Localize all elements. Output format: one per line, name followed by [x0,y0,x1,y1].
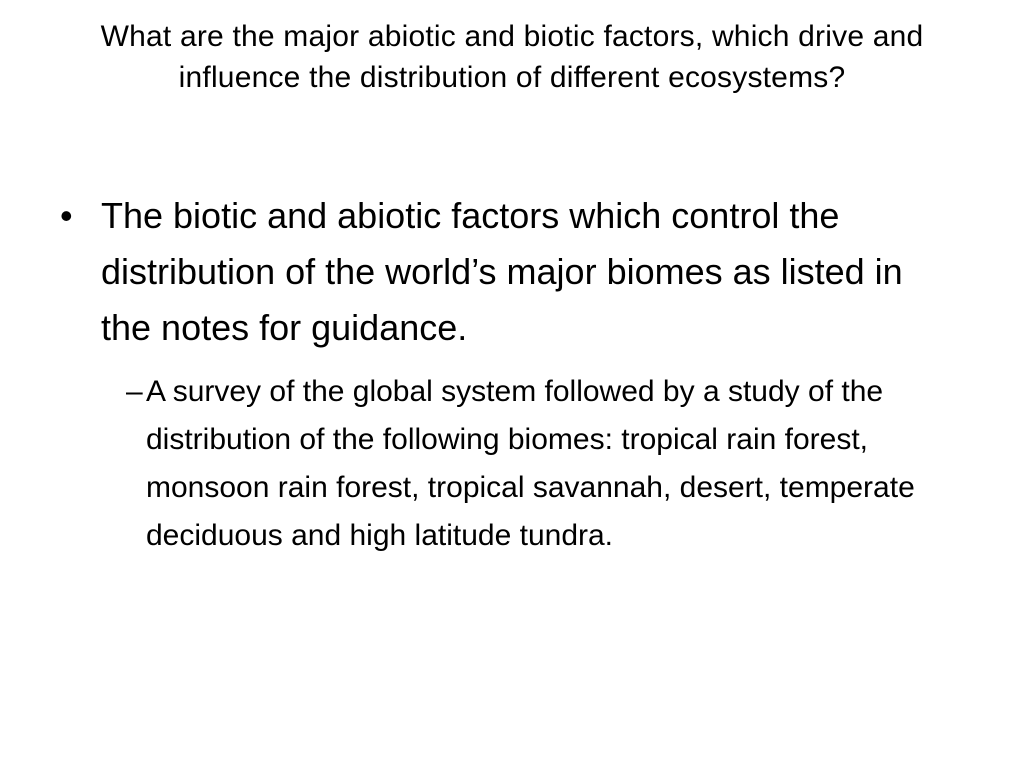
bullet-text: The biotic and abiotic factors which control the distribution of the world’s major biomes as listed in the notes for guidance. [101,195,903,348]
bullet-marker: • [60,195,73,236]
sub-bullet-marker: – [126,375,143,408]
slide-title: What are the major abiotic and biotic factors, which drive and influence the distribution of different ecosystems? [100,20,924,94]
slide-content [60,188,960,560]
bullet-item [60,188,960,356]
sub-bullet-item [60,368,960,560]
sub-bullet-text: A survey of the global system followed by a study of the distribution of the following biomes: tropical rain forest, monsoon rain forest, tropical savannah, desert, temperate deciduous and high latitude tundra. [146,375,915,552]
